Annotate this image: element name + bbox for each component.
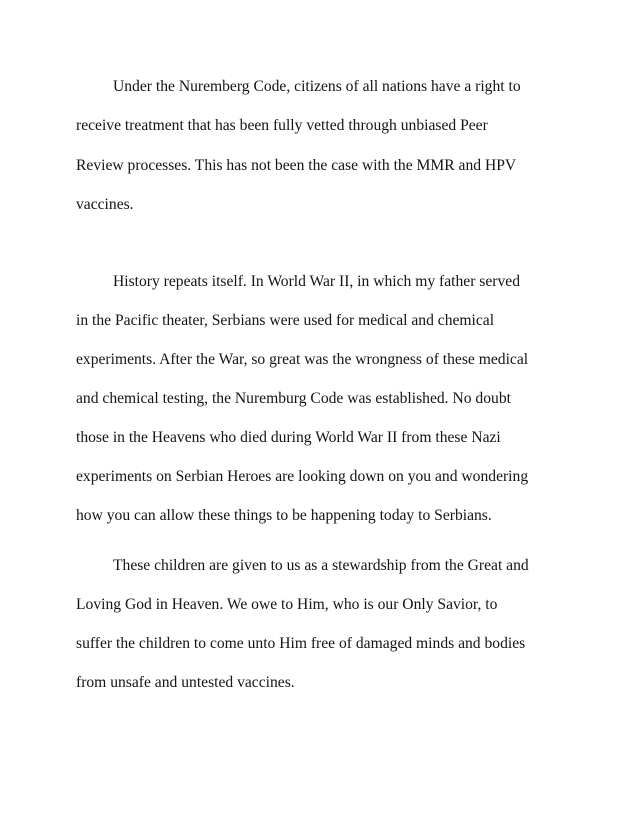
paragraph-3-line-4: from unsafe and untested vaccines. (76, 674, 295, 691)
paragraph-2-line-4: and chemical testing, the Nuremburg Code was established. No doubt (76, 390, 511, 407)
paragraph-2-line-2: in the Pacific theater, Serbians were used for medical and chemical (76, 312, 495, 329)
paragraph-1-line-3: Review processes. This has not been the case with the MMR and HPV (76, 157, 517, 174)
paragraph-1-line-4: vaccines. (76, 196, 134, 213)
paragraph-2-line-3: experiments. After the War, so great was the wrongness of these medical (76, 351, 529, 368)
paragraph-2-line-6: experiments on Serbian Heroes are looking down on you and wondering (76, 468, 529, 485)
paragraph-3-line-1: These children are given to us as a stewardship from the Great and (113, 557, 529, 574)
paragraph-1-line-1: Under the Nuremberg Code, citizens of all nations have a right to (113, 78, 521, 95)
paragraph-1-line-2: receive treatment that has been fully vetted through unbiased Peer (76, 117, 488, 134)
paragraph-2-line-5: those in the Heavens who died during World War II from these Nazi (76, 429, 501, 446)
paragraph-2-line-7: how you can allow these things to be happening today to Serbians. (76, 507, 492, 524)
paragraph-3-line-2: Loving God in Heaven. We owe to Him, who is our Only Savior, to (76, 596, 498, 613)
paragraph-2-line-1: History repeats itself. In World War II, in which my father served (113, 273, 520, 290)
paragraph-3-line-3: suffer the children to come unto Him free of damaged minds and bodies (76, 635, 526, 652)
